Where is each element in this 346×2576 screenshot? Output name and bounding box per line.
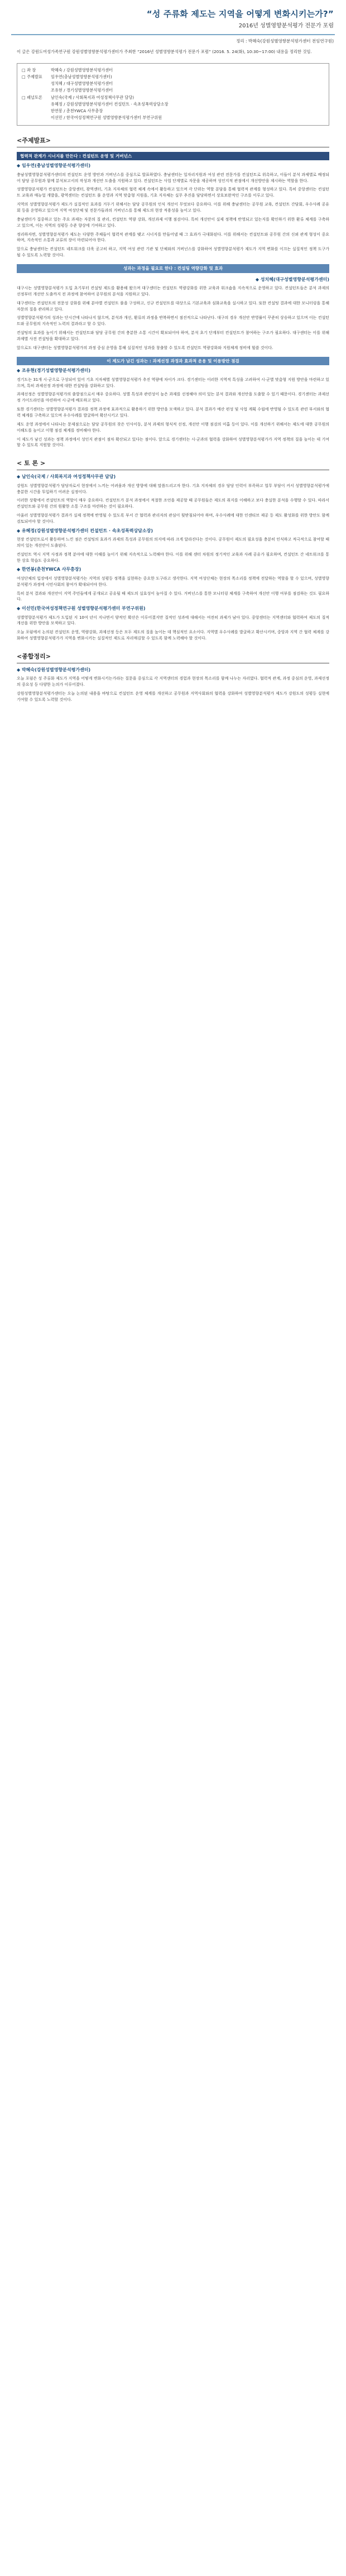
body-paragraph: 또한 경기센터는 성별영향분석평가 결과를 정책 과정에 효과적으로 활용하기 위한 방안을 모색하고 있다. 분석 결과가 예산 편성 및 사업 계획 수립에 반영될 수 있도록 관련 부서와의 협력 체계를 구축하고 있으며 우수사례를 발굴하여 확산시키고 있다. bbox=[17, 407, 329, 418]
section-heading: < 토 론 > bbox=[17, 458, 329, 470]
topic-bar: 성과는 과정을 필요로 한다 : 컨설팅 역량강화 및 효과 bbox=[17, 264, 329, 273]
info-row bbox=[22, 108, 324, 114]
info-value: 조유현 / 경기성별영향분석평가센터 bbox=[51, 88, 113, 93]
forum-info-box bbox=[17, 63, 329, 126]
info-key bbox=[22, 114, 51, 121]
info-value: 이선민 / 한국여성정책연구원 성별영향분석평가센터 부연구위원 bbox=[51, 115, 162, 121]
speech-body bbox=[17, 377, 329, 448]
body-paragraph: 이 제도가 남긴 성과는 정책 과정에서 성인지 관점이 점차 확산되고 있다는 점이다. 앞으로 경기센터는 시·군과의 협력을 강화하여 성별영향분석평가가 지역 정책의 질을 높이는 데 기여할 수 있도록 지원할 것이다. bbox=[17, 437, 329, 448]
speech-body bbox=[17, 537, 329, 563]
body-paragraph: 아울러 성별영향분석평가 결과가 실제 정책에 반영될 수 있도록 부서 간 협력과 관리자의 관심이 뒷받침되어야 하며, 우수사례에 대한 인센티브 제공 등 제도 활성화를 위한 방안도 함께 검토되어야 할 것이다. bbox=[17, 513, 329, 524]
info-row bbox=[22, 67, 324, 74]
info-value: 한연봉 / 춘천YWCA 사무총장 bbox=[51, 108, 103, 114]
info-row bbox=[22, 87, 324, 94]
body-paragraph: 지역의 성별영향분석평가 제도가 실질적인 효과를 거두기 위해서는 담당 공무원의 인식 개선이 무엇보다 중요하다. 이를 위해 충남센터는 공무원 교육, 컨설턴트 간담회, 우수사례 공유회 등을 운영하고 있으며 지역 여성단체 및 전문가들과의 거버넌스를 통해 제도의 현장 적용성을 높이고 있다. bbox=[17, 202, 329, 213]
speech-body bbox=[17, 483, 329, 525]
info-value: 유혜정 / 강원성별영향분석평가센터 컨설턴트 · 속초성폭력상담소장 bbox=[51, 101, 169, 107]
info-value: 임우연(충남성별영향분석평가센터) bbox=[51, 74, 112, 79]
info-key bbox=[22, 87, 51, 94]
body-paragraph: 성별영향분석평가 컨설턴트는 중앙센터, 광역센터, 기초 지자체의 협력 체계 속에서 활동하고 있으며 각 단위는 역할 분담을 통해 협력적 관계를 형성하고 있다. 특히 중앙센터는 컨설턴트 교육과 매뉴얼 개발을, 광역센터는 컨설턴트 풀 운영과 지역 맞춤형 지원을, 기초 지자체는 실무 추진을 담당하면서 상호보완적인 구조를 이루고 있다. bbox=[17, 187, 329, 198]
body-paragraph: 앞으로도 대구센터는 성별영향분석평가의 과정 중심 운영을 통해 실질적인 성과를 창출할 수 있도록 컨설턴트 역량강화와 지원체계 정비에 힘쓸 것이다. bbox=[17, 345, 273, 350]
body-paragraph: 여성단체의 입장에서 성별영향분석평가는 지역의 성평등 정책을 실현하는 중요한 도구라고 생각한다. 지역 여성단체는 현장의 목소리를 정책에 전달하는 역할을 할 수 있으며, 성별영향분석평가 과정에 시민사회의 참여가 확대되어야 한다. bbox=[17, 576, 329, 587]
page-subtitle: 2016년 성별영향분석평가 전문가 포럼 bbox=[238, 23, 334, 30]
body-paragraph: 컨설턴트 역시 지역 사정과 정책 분야에 대한 이해를 높이기 위해 지속적으로 노력해야 한다. 이를 위해 센터 차원의 정기적인 교육과 사례 공유가 필요하며, 컨설턴트 간 네트워크를 통한 상호 학습도 중요하다. bbox=[17, 552, 329, 563]
document-header bbox=[0, 0, 346, 31]
speech-body bbox=[17, 172, 329, 259]
body-paragraph: 제도 운영 과정에서 나타나는 문제점으로는 담당 공무원의 잦은 인사이동, 분석 과제의 형식적 선정, 개선안 이행 점검의 미흡 등이 있다. 이를 개선하기 위해서는 제도에 대한 공무원의 이해도를 높이고 이행 점검 체계를 정비해야 한다. bbox=[17, 422, 329, 433]
speaker-name: ◆ 유혜정(강원성별영향분석평가센터 컨설턴트 · 속초성폭력상담소장) bbox=[17, 528, 153, 533]
topic-bar: 이 제도가 남긴 성과는 : 과제선정 과정과 효과적 운용 및 이용방안 점검 bbox=[17, 357, 329, 366]
info-row bbox=[22, 101, 324, 108]
section-heading: <주제발표> bbox=[17, 136, 329, 147]
section-summary bbox=[17, 652, 329, 703]
body-paragraph: 현장 컨설턴트로서 활동하며 느낀 점은 컨설팅의 효과가 과제의 특성과 공무원의 의지에 따라 크게 달라진다는 것이다. 공무원이 제도의 필요성을 충분히 인식하고 적극적으로 참여할 때 의미 있는 개선안이 도출된다. bbox=[17, 537, 329, 548]
speech-body bbox=[17, 676, 329, 702]
info-key bbox=[22, 108, 51, 114]
author-line: 정리 : 박혜숙(강원성별영향분석평가센터 전임연구원) bbox=[236, 38, 334, 44]
info-row bbox=[22, 80, 324, 87]
info-key: □ 주제발표 bbox=[22, 74, 42, 79]
title-divider bbox=[11, 34, 335, 35]
info-value: 성치혜 / 대구성별영향분석평가센터 bbox=[51, 81, 113, 87]
speaker-name: ◆ 성치혜(대구성별영향분석평가센터) bbox=[255, 276, 329, 282]
section-discussion bbox=[17, 458, 329, 642]
body-paragraph: 컨설팅의 효과를 높이기 위해서는 컨설턴트와 담당 공무원 간의 충분한 소통 시간이 확보되어야 하며, 분석 초기 단계부터 컨설턴트가 참여하는 구조가 필요하다. 대구센터는 이를 위해 과제별 사전 컨설팅을 확대하고 있다. bbox=[17, 331, 329, 341]
speaker-name: ◆ 이선민(한국여성정책연구원 성별영향분석평가센터 부연구위원) bbox=[17, 606, 146, 611]
body-paragraph: 충남성별영향분석평가센터의 컨설턴트 운영 방안과 거버넌스를 중심으로 발표하였다. 충남센터는 일자리지원과 여성 관련 전문가를 컨설턴트로 위촉하고, 이들이 분석 과제별로 배정되어 담당 공무원과 함께 분석보고서의 작성과 개선안 도출을 지원하고 있다. 컨설턴트는 사업 단계별로 자문을 제공하며 성인지적 관점에서 개선방안을 제시하는 역할을 한다. bbox=[17, 172, 329, 183]
info-key: □ 좌 장 bbox=[22, 67, 36, 73]
body-paragraph: 강원도 성별영향분석평가 담당자로서 현장에서 느끼는 어려움과 개선 방향에 대해 말씀드리고자 한다. 기초 지자체의 경우 담당 인력이 부족하고 업무 부담이 커서 성별영향분석평가에 충분한 시간을 투입하기 어려운 실정이다. bbox=[17, 483, 329, 494]
section-heading: <종합정리> bbox=[17, 652, 329, 663]
body-paragraph: 정리하자면, 성별영향분석평가 제도는 다양한 주체들이 협력적 관계를 맺고 시너지를 만들어낼 때 그 효과가 극대화된다. 이를 위해서는 컨설턴트와 공무원 간의 신뢰 관계 형성이 중요하며, 지속적인 소통과 교류의 장이 마련되어야 한다. bbox=[17, 232, 329, 243]
body-paragraph: 경기도는 31개 시·군으로 구성되어 있어 기초 지자체별 성별영향분석평가 추진 역량에 차이가 크다. 경기센터는 이러한 지역적 특성을 고려하여 시·군별 맞춤형 지원 방안을 마련하고 있으며, 특히 과제선정 과정에 대한 컨설팅을 강화하고 있다. bbox=[17, 377, 329, 388]
speech-body bbox=[17, 576, 329, 603]
body-paragraph: 특히 분석 결과와 개선안이 지역 주민들에게 공개되고 공유될 때 제도의 실효성이 높아질 수 있다. 거버넌스를 통한 모니터링 체계를 구축하여 개선안 이행 여부를 점검하는 것도 필요하다. bbox=[17, 591, 329, 602]
intro-paragraph: 이 글은 강원도여성가족연구원 강원성별영향분석평가센터가 주최한 “2016년 성별영향분석평가 전문가 포럼” (2016. 5. 24(화), 10:30~17:00) 내용을 정리한 것임. bbox=[17, 49, 312, 55]
info-value: 남인숙(국제 / 사회복지과 여성정책사무관 담당) bbox=[51, 94, 134, 100]
speech-body bbox=[17, 285, 329, 351]
speaker-name: ◆ 박혜숙(강원성별영향분석평가센터) bbox=[17, 667, 91, 673]
speech-body bbox=[17, 615, 329, 642]
body-paragraph: 성별영향분석평가 제도가 도입된 지 10여 년이 지나면서 양적인 확산은 이루어졌지만 질적인 성과에 대해서는 여전히 과제가 남아 있다. 중앙센터는 지역센터와 협력하여 제도의 질적 개선을 위한 방안을 모색하고 있다. bbox=[17, 615, 329, 626]
body-paragraph: 대구센터는 컨설턴트의 전문성 강화를 위해 분야별 컨설턴트 풀을 구성하고, 신규 컨설턴트를 대상으로 기본교육과 심화교육을 실시하고 있다. 또한 컨설팅 결과에 대한 모니터링을 통해 자문의 질을 관리하고 있다. bbox=[17, 300, 329, 312]
info-value: 박혜숙 / 강원성별영향분석평가센터 bbox=[51, 67, 113, 73]
speaker-name: ◆ 한연봉(춘천YWCA 사무총장) bbox=[17, 567, 81, 572]
body-paragraph: 오늘 포럼에서 논의된 컨설턴트 운영, 역량강화, 과제선정 등은 모두 제도의 질을 높이는 데 핵심적인 요소이다. 지역별 우수사례를 발굴하고 확산시키며, 중앙과 지역 간 협력 체계를 강화하여 성별영향분석평가가 지역을 변화시키는 실질적인 제도로 자리매김할 수 있도록 함께 노력해야 할 것이다. bbox=[17, 630, 329, 641]
body-paragraph: 강원성별영향분석평가센터는 오늘 논의된 내용을 바탕으로 컨설턴트 운영 체계를 개선하고 공무원과 지역사회와의 협력을 강화하여 성별영향분석평가 제도가 강원도의 성평등 실현에 기여할 수 있도록 노력할 것이다. bbox=[17, 691, 329, 702]
speaker-name: ◆ 남인숙(국제 / 사회복지과 여성정책사무관 담당) bbox=[17, 474, 116, 480]
body-paragraph: 충남센터가 집중하고 있는 주요 과제는 자문의 질 관리, 컨설턴트 역량 강화, 개선과제 이행 점검이다. 특히 개선안이 실제 정책에 반영되고 있는지를 확인하기 위한 환류 체계를 구축하고 있으며, 이는 지역의 성평등 수준 향상에 기여하고 있다. bbox=[17, 217, 329, 228]
info-row bbox=[22, 74, 324, 80]
page-title: “성 주류화 제도는 지역을 어떻게 변화시키는가?” bbox=[146, 9, 334, 19]
body-paragraph: 이러한 상황에서 컨설턴트의 역할이 매우 중요하다. 컨설턴트가 분석 과정에서 적절한 조언을 제공할 때 공무원들은 제도의 취지를 이해하고 보다 충실한 분석을 수행할 수 있다. 따라서 컨설턴트와 공무원 간의 원활한 소통 구조를 마련하는 것이 필요하다. bbox=[17, 498, 329, 509]
info-key bbox=[22, 80, 51, 87]
topic-bar: 협력적 관계가 시너지를 만든다 : 컨설턴트 운영 및 거버넌스 bbox=[17, 152, 329, 161]
body-paragraph: 대구시는 성별영향분석평가 도입 초기부터 컨설팅 제도를 활용해 왔으며 대구센터는 컨설턴트 역량강화를 위한 교육과 워크숍을 지속적으로 운영하고 있다. 컨설턴트들은 분석 과제의 선정부터 개선안 도출까지 전 과정에 참여하여 공무원의 분석을 지원하고 있다. bbox=[17, 286, 329, 297]
body-paragraph: 오늘 포럼은 성 주류화 제도가 지역을 어떻게 변화시키는가라는 질문을 중심으로 각 지역센터의 경험과 현장의 목소리를 함께 나누는 자리였다. 협력적 관계, 과정 중심의 운영, 과제선정의 중요성 등 다양한 논의가 이루어졌다. bbox=[17, 676, 329, 687]
body-paragraph: 앞으로 충남센터는 컨설턴트 네트워크를 더욱 공고히 하고, 지역 여성 관련 기관 및 단체와의 거버넌스를 강화하여 성별영향분석평가 제도가 지역 변화를 이끄는 실질적인 정책 도구가 될 수 있도록 노력할 것이다. bbox=[17, 247, 329, 258]
info-key bbox=[22, 101, 51, 108]
speaker-name: ◆ 조유현(경기성별영향분석평가센터) bbox=[17, 368, 91, 374]
speaker-name: ◆ 임우연(충남성별영향분석평가센터) bbox=[17, 163, 91, 169]
info-key: □ 패널토론 bbox=[22, 94, 42, 100]
info-row bbox=[22, 94, 324, 101]
body-paragraph: 성별영향분석평가의 성과는 단시간에 나타나지 않으며, 분석과 개선, 환류의 과정을 반복하면서 점진적으로 나타난다. 대구의 경우 개선안 반영률이 꾸준히 상승하고 있으며 이는 컨설턴트와 공무원의 지속적인 노력의 결과라고 할 수 있다. bbox=[17, 316, 329, 327]
body-paragraph: 과제선정은 성별영향분석평가의 출발점으로서 매우 중요하다. 성별 특성과 관련성이 높은 과제를 선정해야 의미 있는 분석 결과와 개선안을 도출할 수 있기 때문이다. 경기센터는 과제선정 가이드라인을 마련하여 시·군에 배포하고 있다. bbox=[17, 392, 329, 403]
section-presentations bbox=[17, 136, 329, 449]
info-row bbox=[22, 114, 324, 121]
